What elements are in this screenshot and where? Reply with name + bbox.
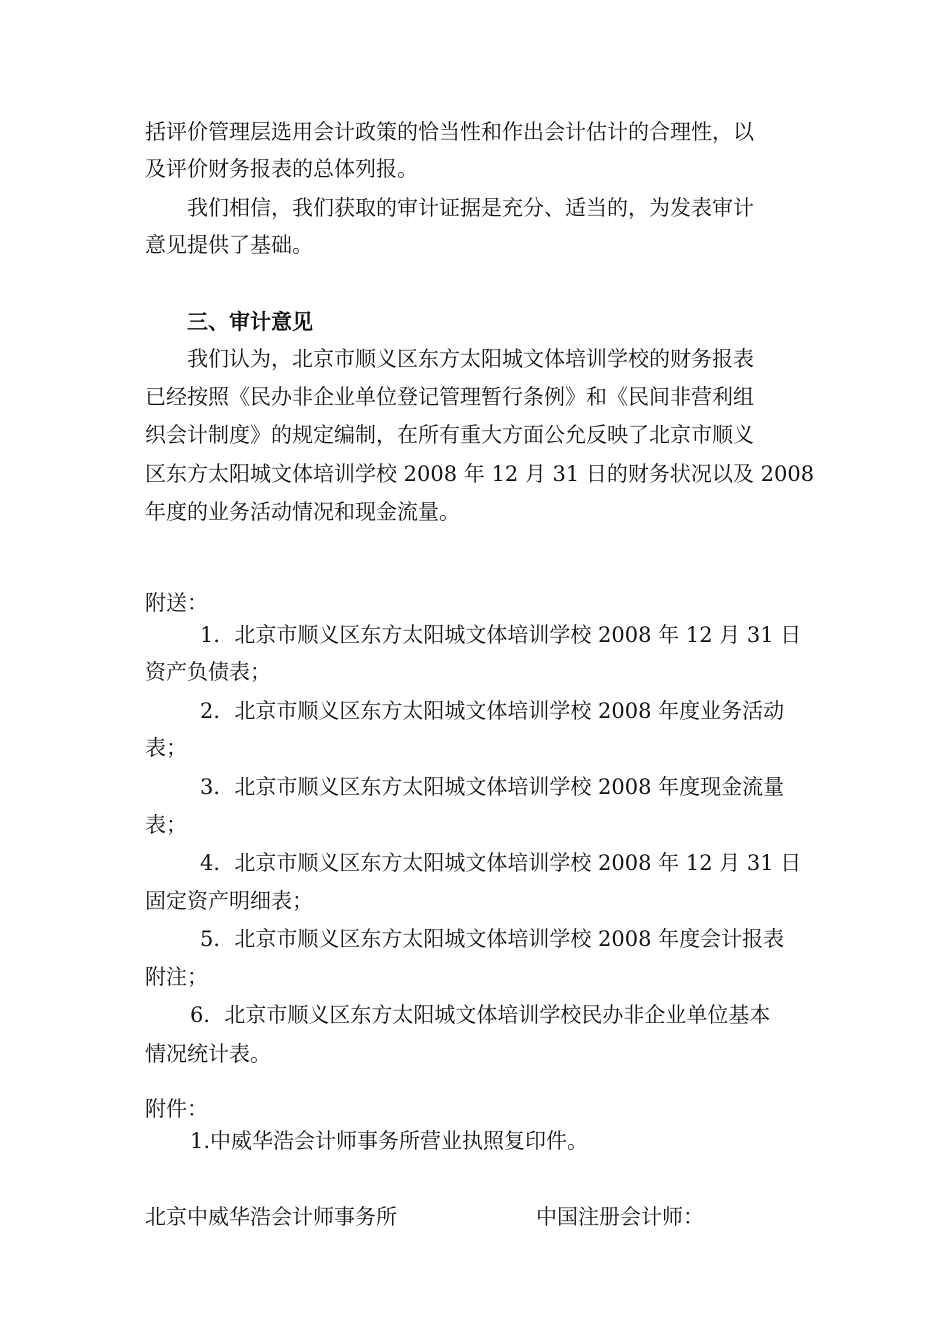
annex-label: 附件： xyxy=(145,1097,208,1121)
paragraph-line: 及评价财务报表的总体列报。 xyxy=(145,157,418,181)
paragraph-line: 织会计制度》的规定编制，在所有重大方面公允反映了北京市顺义 xyxy=(145,423,754,447)
attachment-item-line: 2．北京市顺义区东方太阳城文体培训学校 2008 年度业务活动 xyxy=(200,699,785,723)
attachment-item-line: 5．北京市顺义区东方太阳城文体培训学校 2008 年度会计报表 xyxy=(200,927,785,951)
attachment-item-line: 表； xyxy=(145,813,187,837)
attachment-item-line: 资产负债表； xyxy=(145,660,271,684)
paragraph-line: 我们认为，北京市顺义区东方太阳城文体培训学校的财务报表 xyxy=(187,347,754,371)
paragraph-line: 年度的业务活动情况和现金流量。 xyxy=(145,500,460,524)
paragraph-line: 已经按照《民办非企业单位登记管理暂行条例》和《民间非营利组 xyxy=(145,385,754,409)
annex-item: 1.中威华浩会计师事务所营业执照复印件。 xyxy=(190,1129,589,1153)
attachment-item-line: 固定资产明细表； xyxy=(145,889,313,913)
cpa-signature-label: 中国注册会计师： xyxy=(536,1205,704,1229)
section-heading: 三、审计意见 xyxy=(187,309,313,334)
paragraph-line: 我们相信，我们获取的审计证据是充分、适当的，为发表审计 xyxy=(187,196,754,220)
attachment-item-line: 4．北京市顺义区东方太阳城文体培训学校 2008 年 12 月 31 日 xyxy=(200,851,802,875)
attachment-item-line: 6．北京市顺义区东方太阳城文体培训学校民办非企业单位基本 xyxy=(190,1003,771,1027)
paragraph-line: 括评价管理层选用会计政策的恰当性和作出会计估计的合理性，以 xyxy=(145,120,754,144)
firm-name: 北京中威华浩会计师事务所 xyxy=(145,1205,397,1229)
attachment-item-line: 1．北京市顺义区东方太阳城文体培训学校 2008 年 12 月 31 日 xyxy=(200,623,802,647)
paragraph-line: 区东方太阳城文体培训学校 2008 年 12 月 31 日的财务状况以及 2008 xyxy=(145,462,815,486)
attachment-item-line: 3．北京市顺义区东方太阳城文体培训学校 2008 年度现金流量 xyxy=(200,775,785,799)
attachments-label: 附送： xyxy=(145,591,208,615)
attachment-item-line: 情况统计表。 xyxy=(145,1042,271,1066)
attachment-item-line: 表； xyxy=(145,736,187,760)
paragraph-line: 意见提供了基础。 xyxy=(145,233,313,257)
attachment-item-line: 附注； xyxy=(145,965,208,989)
